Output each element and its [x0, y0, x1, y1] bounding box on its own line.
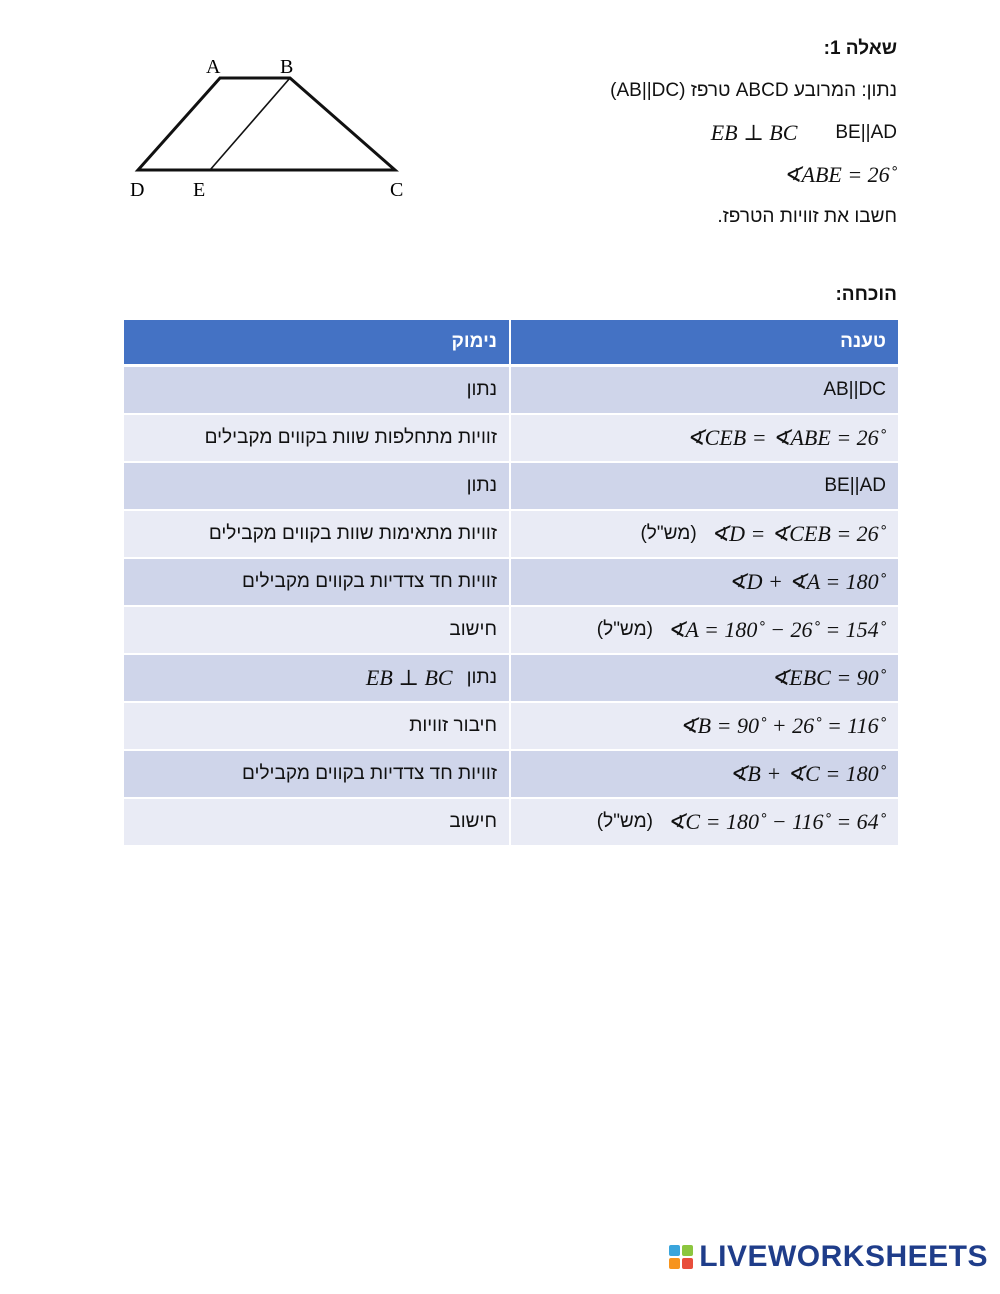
parallel-statement: BE||AD [835, 122, 897, 143]
proof-reason-cell [124, 702, 510, 750]
proof-reason: זוויות חד צדדיות בקווים מקבילים [242, 763, 497, 784]
proof-claim-cell [510, 798, 899, 846]
question-title: שאלה 1: [823, 38, 897, 59]
proof-row [124, 798, 899, 846]
header-reason: נימוק [124, 320, 510, 366]
proof-claim: ∢C = 180˚ − 116˚ = 64˚ [667, 809, 886, 834]
logo-text: LIVEWORKSHEETS [699, 1240, 988, 1273]
proof-reason: חישוב [449, 811, 497, 832]
proof-claim-cell [510, 558, 899, 606]
angle-statement: ∢ABE = 26˚ [783, 162, 897, 187]
proof-claim-note: (מש"ל) [596, 811, 653, 832]
proof-reason: חישוב [449, 619, 497, 640]
logo-square-4 [682, 1258, 693, 1269]
proof-reason-cell [124, 510, 510, 558]
proof-claim-note: (מש"ל) [596, 619, 653, 640]
label-d: D [130, 179, 145, 201]
proof-reason: זוויות מתחלפות שוות בקווים מקבילים [204, 427, 497, 448]
proof-reason: נתון [466, 475, 497, 496]
proof-row [124, 654, 899, 702]
proof-reason: זוויות מתאימות שוות בקווים מקבילים [208, 523, 497, 544]
proof-title: הוכחה: [835, 284, 897, 305]
proof-row [124, 558, 899, 606]
logo-square-2 [682, 1245, 693, 1256]
proof-header-row [124, 320, 899, 366]
proof-reason-math: EB ⊥ BC [365, 665, 453, 690]
proof-claim: BE||AD [824, 475, 886, 496]
proof-row [124, 366, 899, 415]
proof-claim: ∢D + ∢A = 180˚ [728, 569, 886, 594]
proof-reason-cell [124, 654, 510, 702]
label-c: C [390, 179, 404, 201]
segment-be [210, 78, 290, 170]
proof-claim-cell [510, 366, 899, 415]
proof-claim-note: (מש"ל) [640, 523, 697, 544]
proof-claim: ∢D = ∢CEB = 26˚ [710, 521, 886, 546]
proof-row [124, 414, 899, 462]
proof-claim: ∢B + ∢C = 180˚ [729, 761, 886, 786]
trapezoid-figure [120, 50, 420, 210]
label-e: E [193, 179, 206, 201]
proof-claim: ∢CEB = ∢ABE = 26˚ [686, 425, 886, 450]
proof-row [124, 510, 899, 558]
logo-square-3 [669, 1258, 680, 1269]
perp-statement: EB ⊥ BC [710, 120, 798, 145]
proof-row [124, 462, 899, 510]
logo-square-1 [669, 1245, 680, 1256]
proof-reason-cell [124, 462, 510, 510]
question-given: נתון: המרובע ABCD טרפז (AB||DC) [610, 80, 897, 101]
proof-reason: נתון [466, 667, 497, 688]
trapezoid-outline [138, 78, 395, 170]
proof-reason-cell [124, 606, 510, 654]
proof-claim-cell [510, 654, 899, 702]
label-a: A [206, 56, 221, 78]
proof-reason-cell [124, 366, 510, 415]
proof-row [124, 750, 899, 798]
header-claim: טענה [510, 320, 899, 366]
proof-claim: ∢B = 90˚ + 26˚ = 116˚ [679, 713, 886, 738]
proof-reason-cell [124, 798, 510, 846]
liveworksheets-logo [669, 1240, 988, 1274]
proof-row [124, 702, 899, 750]
logo-icon [669, 1245, 693, 1269]
proof-reason-cell [124, 414, 510, 462]
proof-claim-cell [510, 510, 899, 558]
proof-claim-cell [510, 750, 899, 798]
proof-table [124, 320, 900, 847]
proof-reason: נתון [466, 379, 497, 400]
proof-claim: ∢A = 180˚ − 26˚ = 154˚ [667, 617, 886, 642]
proof-reason-cell [124, 558, 510, 606]
proof-claim-cell [510, 606, 899, 654]
question-given-relations [711, 120, 897, 146]
proof-claim: AB||DC [823, 379, 886, 400]
proof-row [124, 606, 899, 654]
proof-reason-cell [124, 750, 510, 798]
proof-reason: זוויות חד צדדיות בקווים מקבילים [242, 571, 497, 592]
proof-body [124, 366, 899, 847]
proof-claim-cell [510, 414, 899, 462]
proof-claim: ∢EBC = 90˚ [770, 665, 886, 690]
proof-claim-cell [510, 462, 899, 510]
proof-reason: חיבור זוויות [409, 715, 497, 736]
label-b: B [280, 56, 294, 78]
question-task: חשבו את זוויות הטרפז. [717, 206, 897, 227]
proof-claim-cell [510, 702, 899, 750]
